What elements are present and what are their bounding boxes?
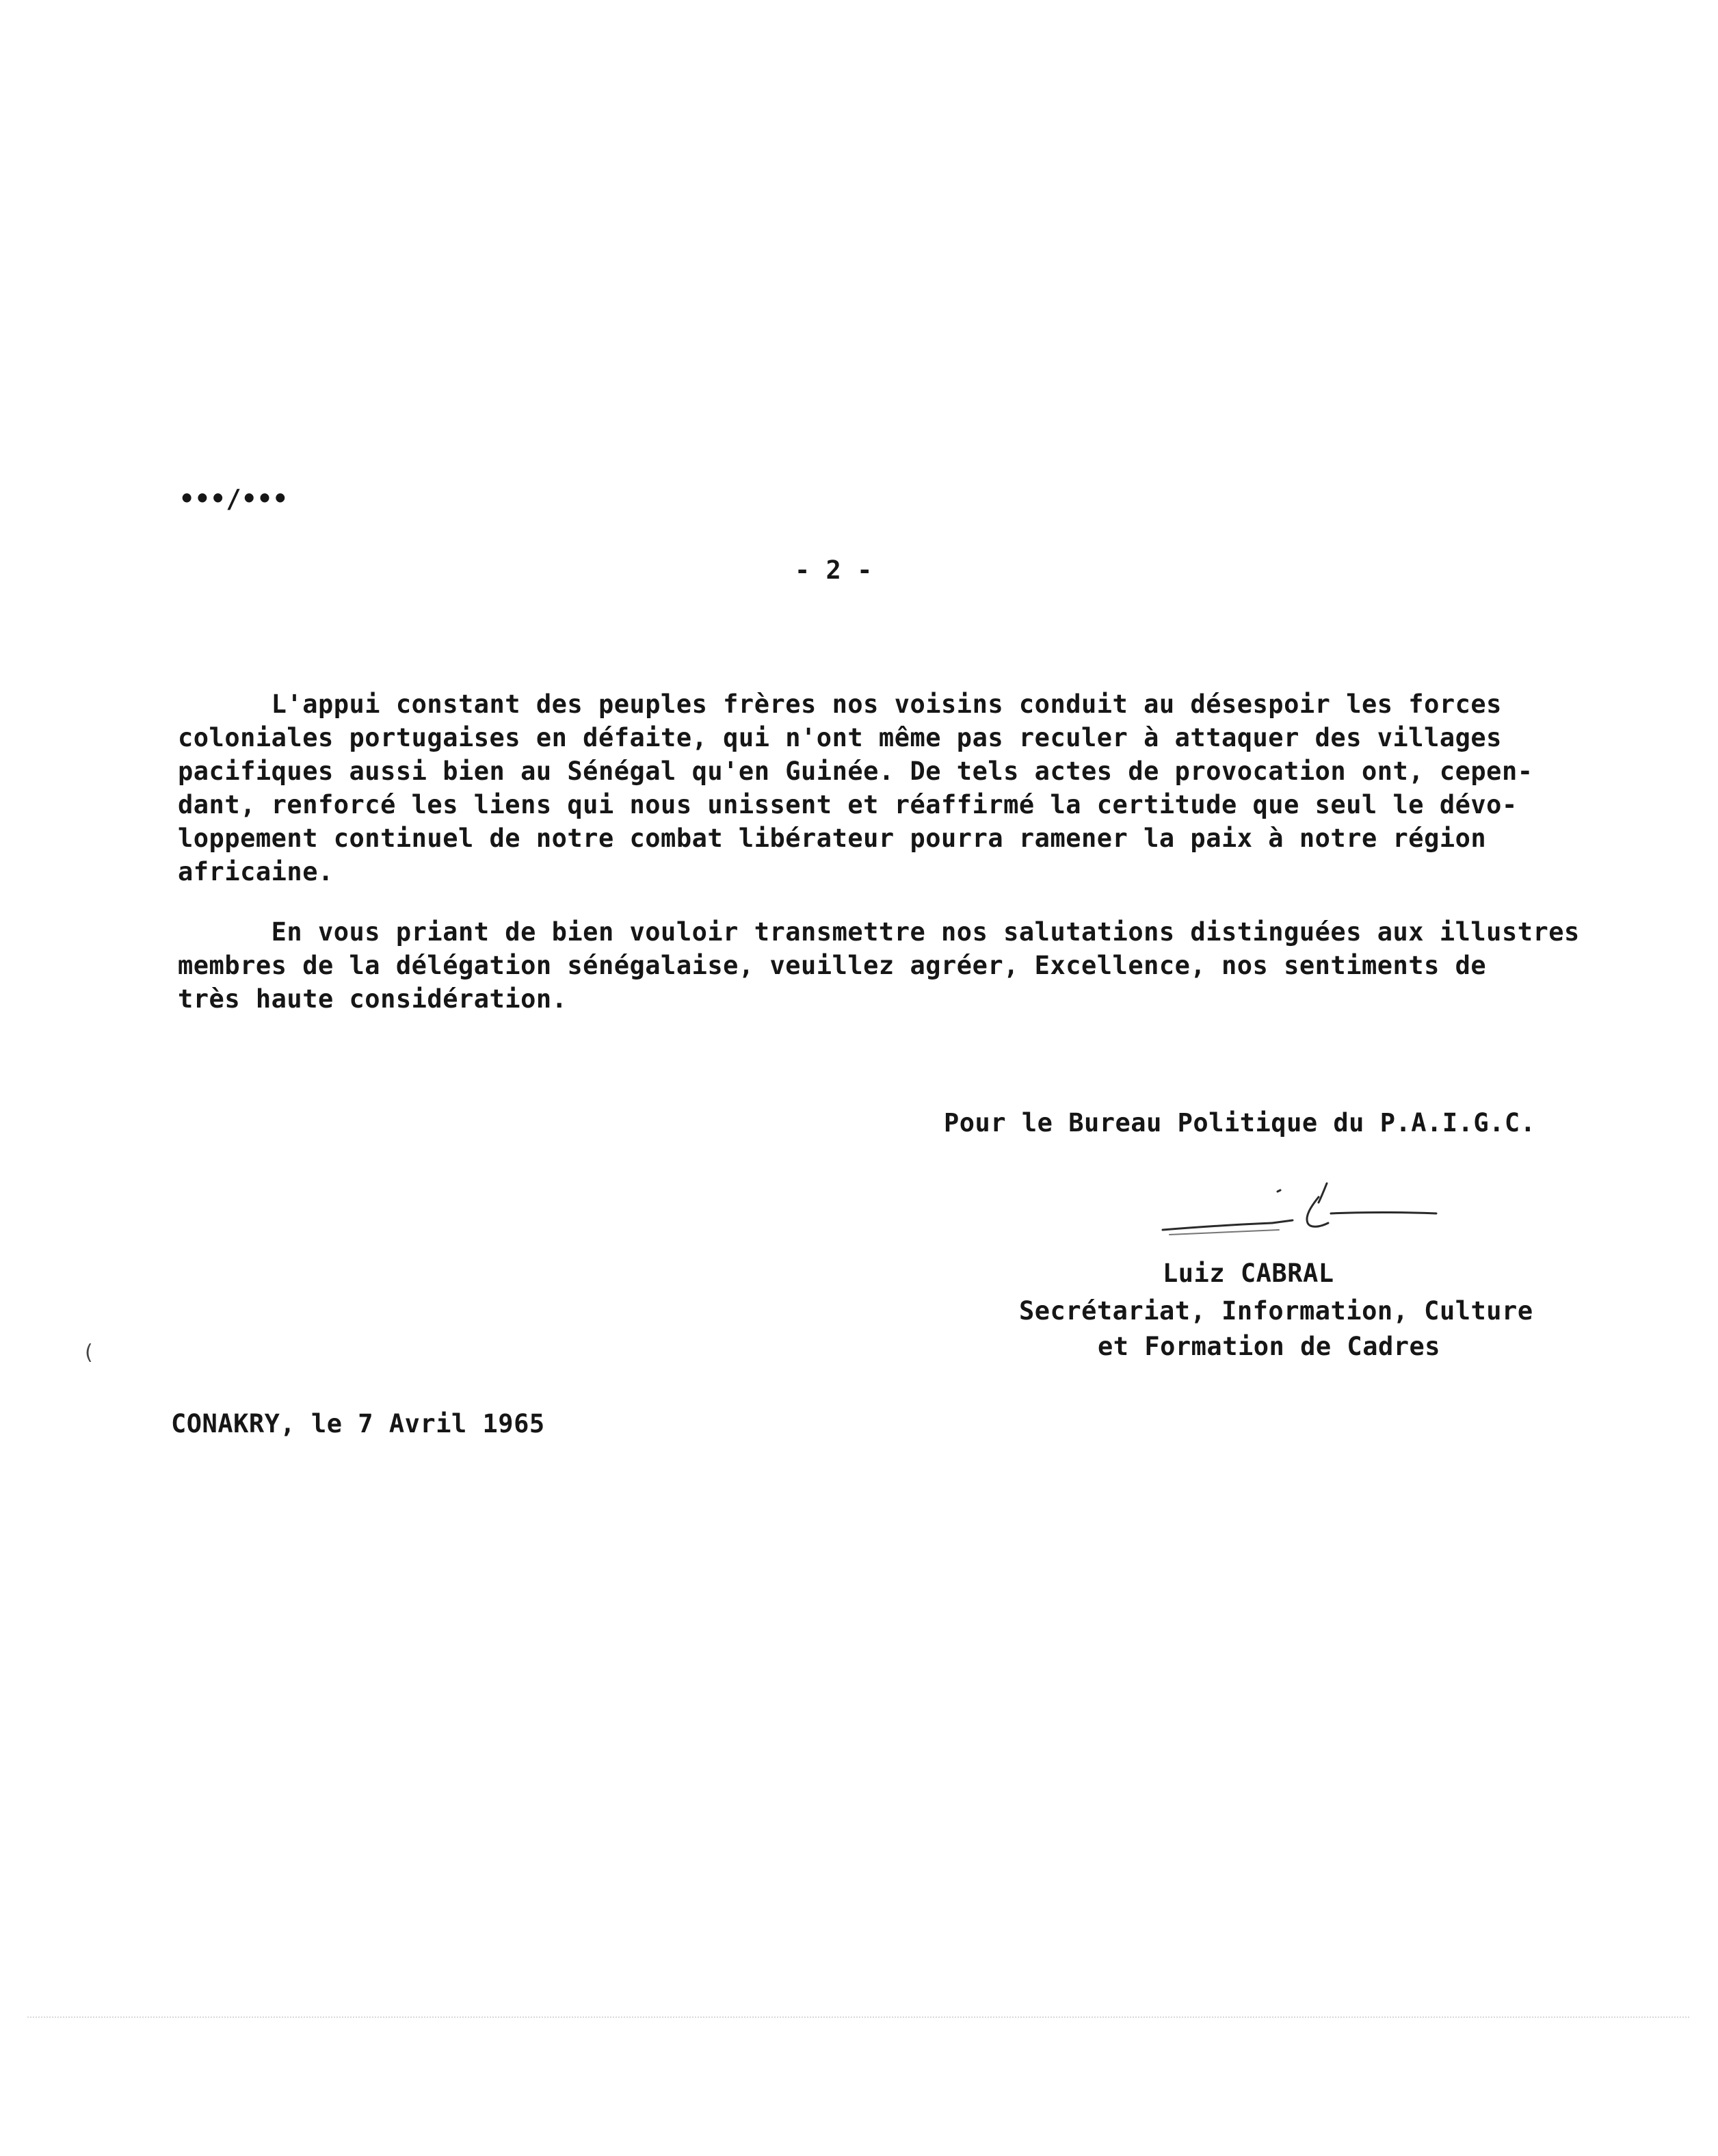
signer-title-line-1: Secrétariat, Information, Culture (1019, 1296, 1533, 1326)
handwritten-signature (1156, 1170, 1457, 1245)
paragraph-1 (178, 687, 1614, 889)
continuation-mark: •••/••• (179, 484, 289, 514)
closing-line: Pour le Bureau Politique du P.A.I.G.C. (944, 1108, 1536, 1138)
paragraph-1-line: loppement continuel de notre combat libérateur pourra ramener la paix à notre région (178, 824, 1487, 853)
paragraph-2-line: En vous priant de bien vouloir transmettre nos salutations distinguées aux illustres (178, 917, 1580, 947)
scan-edge-noise (27, 2016, 1689, 2021)
signer-name: Luiz CABRAL (1163, 1259, 1334, 1288)
place-and-date: CONAKRY, le 7 Avril 1965 (171, 1409, 545, 1438)
signer-title-line-2: et Formation de Cadres (1098, 1332, 1441, 1361)
page-number: - 2 - (795, 555, 873, 585)
paragraph-2 (178, 915, 1614, 1016)
paragraph-1-line: L'appui constant des peuples frères nos voisins conduit au désespoir les forces (178, 689, 1502, 719)
paragraph-2-line: très haute considération. (178, 984, 568, 1014)
paragraph-1-line: coloniales portugaises en défaite, qui n'ont même pas reculer à attaquer des villages (178, 723, 1502, 752)
paragraph-2-line: membres de la délégation sénégalaise, veuillez agréer, Excellence, nos sentiments de (178, 951, 1487, 980)
paragraph-1-line: africaine. (178, 857, 334, 886)
paragraph-1-line: dant, renforcé les liens qui nous unissent et réaffirmé la certitude que seul le dévo- (178, 790, 1518, 819)
margin-mark: ( (85, 1341, 93, 1365)
paragraph-1-line: pacifiques aussi bien au Sénégal qu'en Guinée. De tels actes de provocation ont, cepen- (178, 757, 1533, 786)
